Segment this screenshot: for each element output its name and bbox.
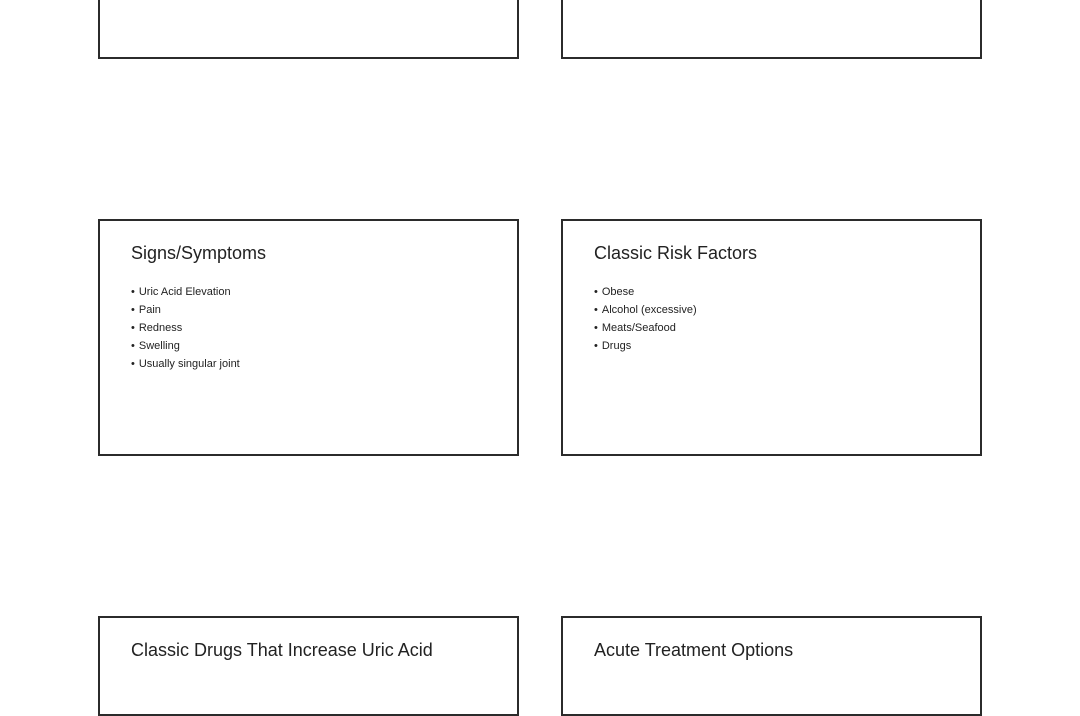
bullet-item: • Swelling [131,337,240,355]
slide-thumbnail-top-left [98,0,519,59]
bullet-list [594,283,697,355]
bullet-item: • Drugs [594,337,697,355]
bullet-item: • Redness [131,319,240,337]
bullet-item: • Usually singular joint [131,355,240,373]
slide-classic-risk-factors [561,219,982,456]
slide-signs-symptoms [98,219,519,456]
slide-title: Classic Risk Factors [594,243,758,263]
bullet-item: • Pain [131,301,240,319]
slide-classic-drugs [98,616,519,716]
bullet-list [131,283,240,373]
slide-acute-treatment [561,616,982,716]
slide-thumbnail-top-right [561,0,982,59]
slide-title: Classic Drugs That Increase Uric Acid [131,640,433,660]
bullet-item: • Uric Acid Elevation [131,283,240,301]
slide-title: Signs/Symptoms [131,243,267,263]
slide-title: Acute Treatment Options [594,640,794,660]
bullet-item: • Obese [594,283,697,301]
bullet-item: • Alcohol (excessive) [594,301,697,319]
bullet-item: • Meats/Seafood [594,319,697,337]
